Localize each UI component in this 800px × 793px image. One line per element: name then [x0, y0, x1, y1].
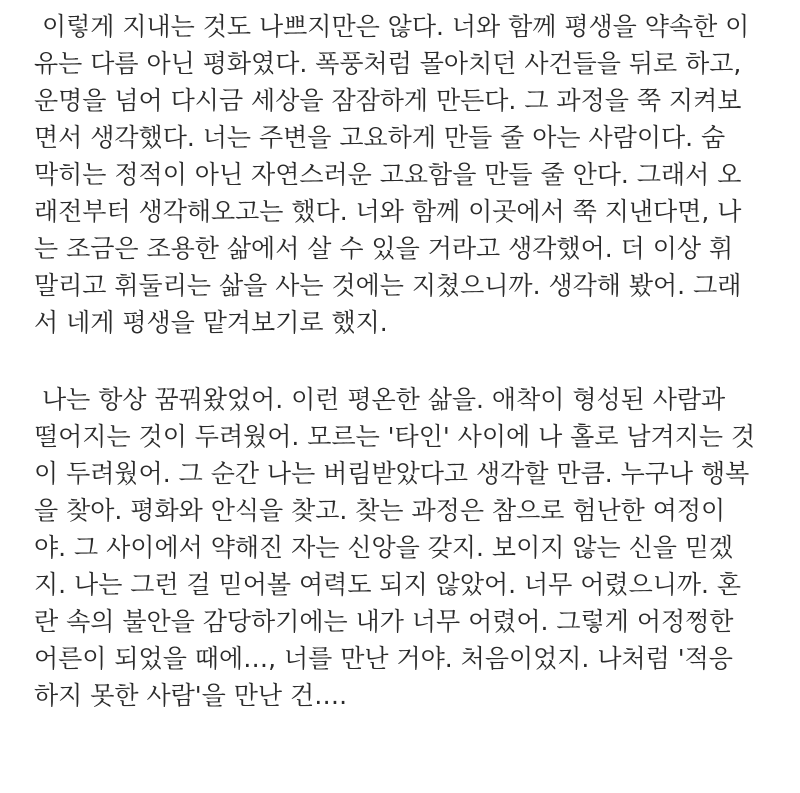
text-line: 하지 못한 사람'을 만난 건…. — [34, 681, 348, 710]
text-line: 어른이 되었을 때에…, 너를 만난 거야. 처음이었지. 나처럼 '적응 — [34, 644, 733, 673]
text-line: 나는 항상 꿈꿔왔었어. 이런 평온한 삶을. 애착이 형성된 사람과 — [34, 385, 726, 414]
text-line: 서 네게 평생을 맡겨보기로 했지. — [34, 308, 388, 337]
text-line: 을 찾아. 평화와 안식을 찾고. 찾는 과정은 참으로 험난한 여정이 — [34, 496, 726, 525]
text-line: 이렇게 지내는 것도 나쁘지만은 않다. 너와 함께 평생을 약속한 이 — [34, 12, 750, 41]
text-line: 면서 생각했다. 너는 주변을 고요하게 만들 줄 아는 사람이다. 숨 — [34, 123, 726, 152]
text-line: 는 조금은 조용한 삶에서 살 수 있을 거라고 생각했어. 더 이상 휘 — [34, 234, 734, 263]
text-line: 야. 그 사이에서 약해진 자는 신앙을 갖지. 보이지 않는 신을 믿겠 — [34, 533, 734, 562]
text-line: 운명을 넘어 다시금 세상을 잠잠하게 만든다. 그 과정을 쭉 지켜보 — [34, 86, 742, 115]
text-line: 란 속의 불안을 감당하기에는 내가 너무 어렸어. 그렇게 어정쩡한 — [34, 607, 734, 636]
text-line: 래전부터 생각해오고는 했다. 너와 함께 이곳에서 쭉 지낸다면, 나 — [34, 197, 742, 226]
text-line: 지. 나는 그런 걸 믿어볼 여력도 되지 않았어. 너무 어렸으니까. 혼 — [34, 570, 742, 599]
paragraph-2 — [34, 381, 770, 714]
text-line: 유는 다름 아닌 평화였다. 폭풍처럼 몰아치던 사건들을 뒤로 하고, — [34, 49, 742, 78]
text-line: 말리고 휘둘리는 삶을 사는 것에는 지쳤으니까. 생각해 봤어. 그래 — [34, 271, 742, 300]
paragraph-spacer — [34, 341, 770, 381]
text-line: 막히는 정적이 아닌 자연스러운 고요함을 만들 줄 안다. 그래서 오 — [34, 160, 742, 189]
paragraph-1 — [34, 8, 770, 341]
text-line: 이 두려웠어. 그 순간 나는 버림받았다고 생각할 만큼. 누구나 행복 — [34, 459, 750, 488]
text-line: 떨어지는 것이 두려웠어. 모르는 '타인' 사이에 나 홀로 남겨지는 것 — [34, 422, 756, 451]
